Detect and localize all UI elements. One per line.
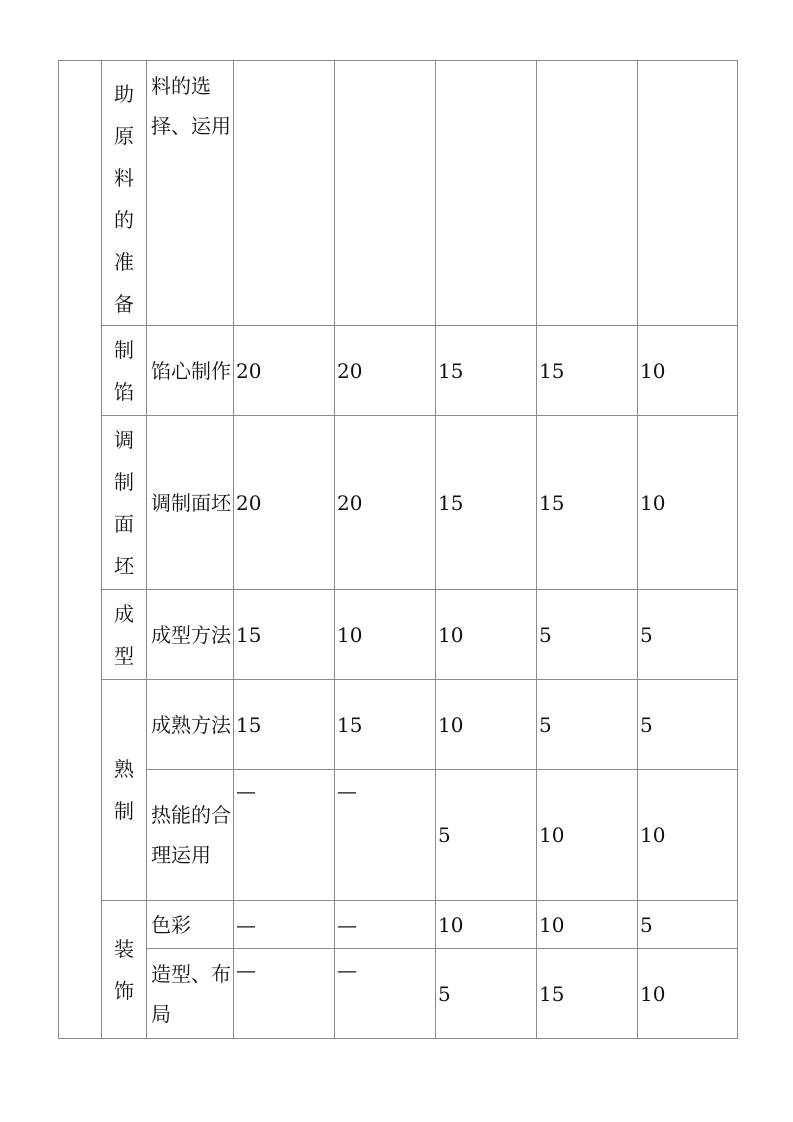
category-label: 调制面坯 bbox=[114, 427, 134, 578]
table-row bbox=[59, 901, 738, 949]
item-label: 色彩 bbox=[151, 912, 191, 937]
category-label: 助原料的准备 bbox=[114, 82, 134, 316]
score-cell: 15 bbox=[537, 326, 638, 416]
score-cell bbox=[335, 61, 436, 326]
item-label: 料的选择、运用 bbox=[151, 74, 231, 138]
category-label: 装饰 bbox=[114, 936, 134, 1003]
score-cell: 15 bbox=[335, 680, 436, 770]
score-cell bbox=[335, 770, 436, 901]
score-cell: 10 bbox=[436, 901, 537, 949]
score-cell: 10 bbox=[638, 949, 738, 1039]
score-cell bbox=[335, 949, 436, 1039]
item-label: 造型、布局 bbox=[151, 961, 231, 1026]
score-value: — bbox=[236, 958, 256, 982]
score-value: — bbox=[236, 779, 256, 803]
blank-first-column bbox=[59, 61, 102, 1039]
category-cell bbox=[102, 326, 147, 416]
score-cell: 5 bbox=[436, 949, 537, 1039]
score-cell: 5 bbox=[638, 590, 738, 680]
score-cell: 20 bbox=[335, 416, 436, 590]
table-row bbox=[59, 326, 738, 416]
score-cell bbox=[234, 949, 335, 1039]
score-cell: 10 bbox=[537, 901, 638, 949]
table-row bbox=[59, 590, 738, 680]
score-cell: 15 bbox=[537, 949, 638, 1039]
score-cell bbox=[436, 61, 537, 326]
item-cell bbox=[147, 590, 234, 680]
score-cell bbox=[234, 61, 335, 326]
item-cell bbox=[147, 326, 234, 416]
score-cell bbox=[234, 770, 335, 901]
score-cell: 10 bbox=[436, 590, 537, 680]
item-cell bbox=[147, 416, 234, 590]
score-cell: 5 bbox=[638, 901, 738, 949]
item-cell bbox=[147, 949, 234, 1039]
table-row bbox=[59, 61, 738, 326]
category-label: 成型 bbox=[114, 601, 134, 668]
category-label: 制馅 bbox=[114, 337, 134, 404]
score-cell: 10 bbox=[436, 680, 537, 770]
item-cell bbox=[147, 901, 234, 949]
item-cell bbox=[147, 61, 234, 326]
item-label: 成型方法 bbox=[151, 622, 231, 647]
item-label: 馅心制作 bbox=[151, 358, 231, 383]
score-cell: 10 bbox=[638, 326, 738, 416]
category-cell bbox=[102, 416, 147, 590]
table-row bbox=[59, 949, 738, 1039]
score-cell: 20 bbox=[234, 416, 335, 590]
category-cell bbox=[102, 590, 147, 680]
score-cell: 15 bbox=[234, 680, 335, 770]
item-cell bbox=[147, 770, 234, 901]
score-cell: 15 bbox=[436, 416, 537, 590]
table-row bbox=[59, 770, 738, 901]
score-cell: 5 bbox=[436, 770, 537, 901]
category-cell bbox=[102, 61, 147, 326]
category-cell bbox=[102, 901, 147, 1039]
score-cell: 20 bbox=[234, 326, 335, 416]
item-label: 成熟方法 bbox=[151, 712, 231, 737]
score-cell: 10 bbox=[638, 416, 738, 590]
score-cell: 20 bbox=[335, 326, 436, 416]
category-label: 熟制 bbox=[114, 757, 134, 823]
score-cell: — bbox=[335, 901, 436, 949]
score-value: — bbox=[337, 779, 357, 803]
category-cell bbox=[102, 680, 147, 901]
score-cell: 15 bbox=[436, 326, 537, 416]
item-cell bbox=[147, 680, 234, 770]
table-row bbox=[59, 680, 738, 770]
score-cell: — bbox=[234, 901, 335, 949]
table-row bbox=[59, 416, 738, 590]
score-cell bbox=[537, 61, 638, 326]
score-cell: 10 bbox=[335, 590, 436, 680]
score-cell: 15 bbox=[537, 416, 638, 590]
score-value: — bbox=[337, 958, 357, 982]
item-label: 调制面坯 bbox=[151, 490, 231, 515]
score-cell: 5 bbox=[638, 680, 738, 770]
item-label: 热能的合理运用 bbox=[151, 803, 231, 867]
score-cell: 5 bbox=[537, 590, 638, 680]
score-cell: 5 bbox=[537, 680, 638, 770]
score-table bbox=[58, 60, 738, 1039]
score-cell: 10 bbox=[537, 770, 638, 901]
score-cell bbox=[638, 61, 738, 326]
score-cell: 10 bbox=[638, 770, 738, 901]
score-cell: 15 bbox=[234, 590, 335, 680]
